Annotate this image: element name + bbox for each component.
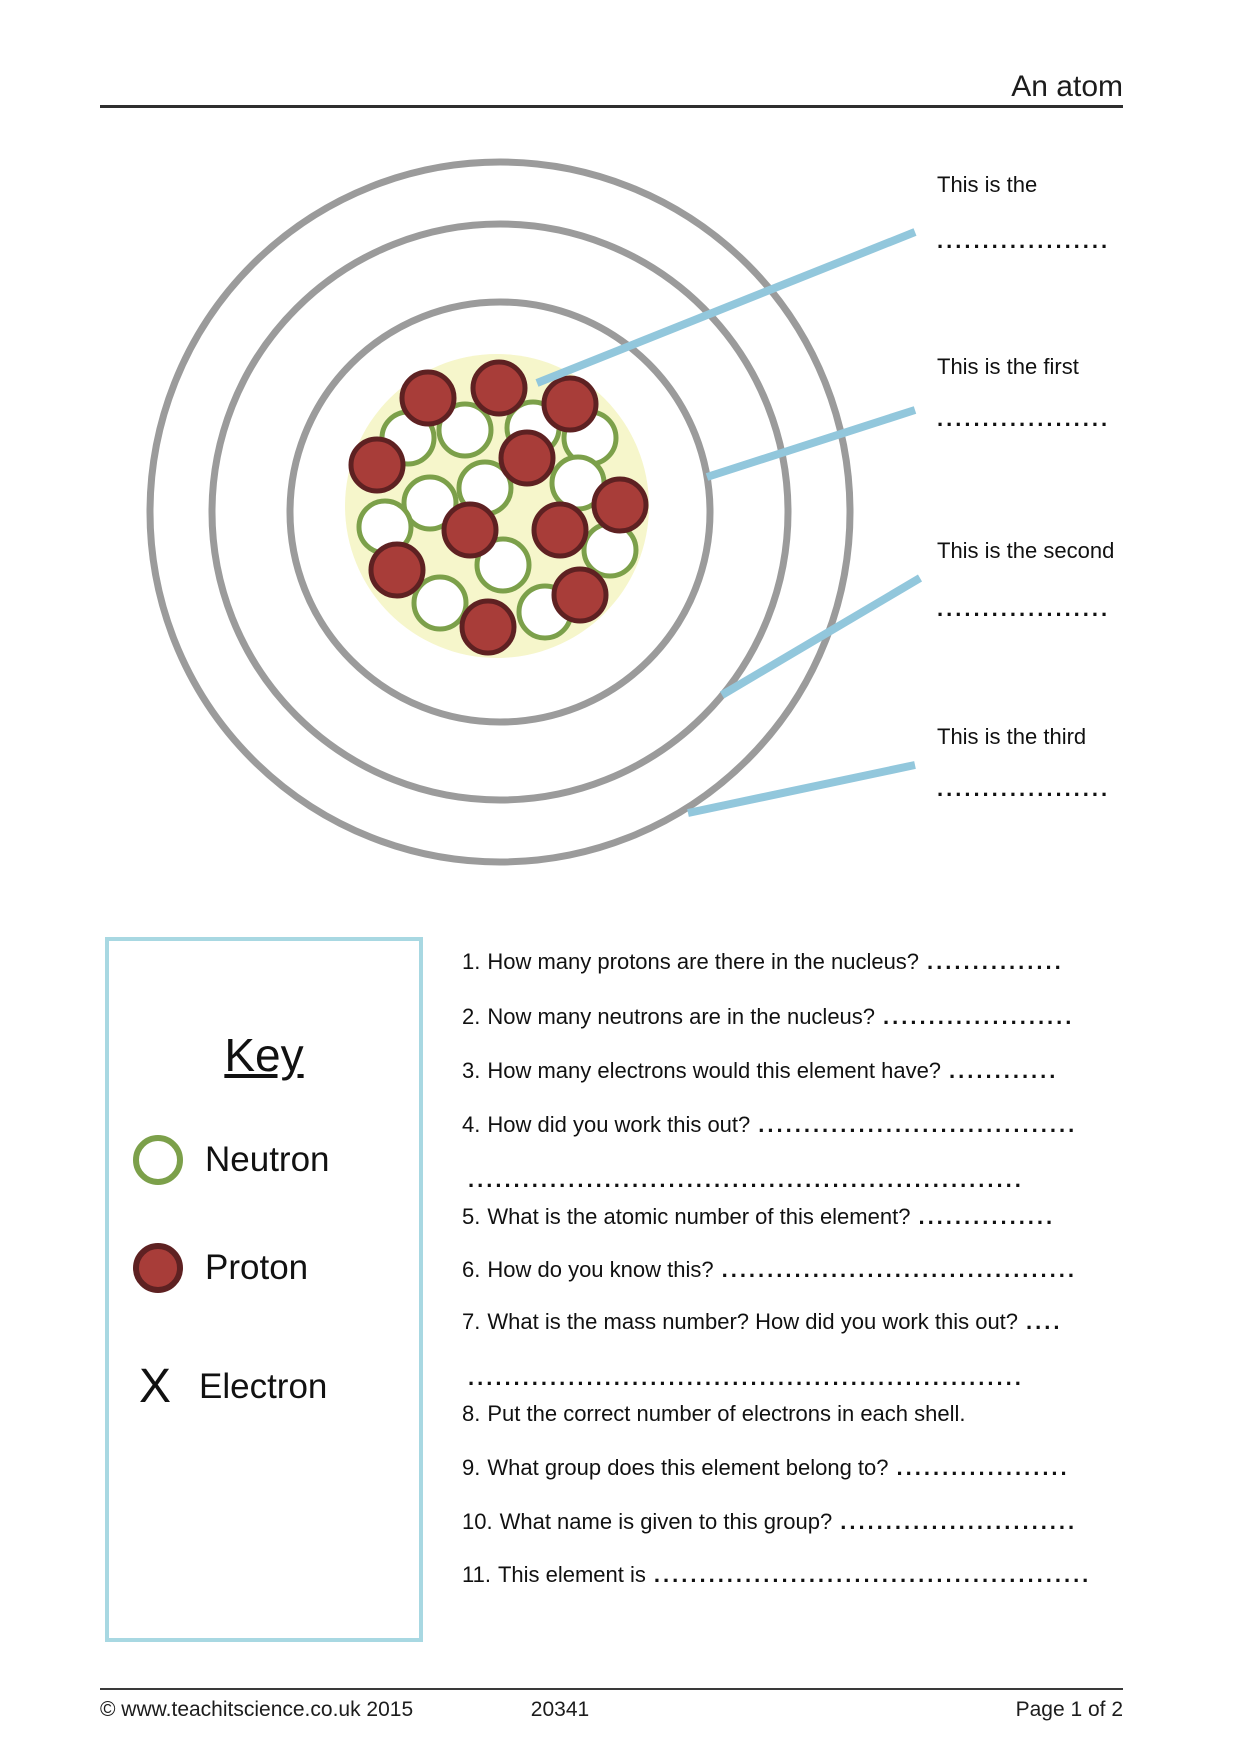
second-shell-label: This is the second bbox=[937, 538, 1115, 563]
third-shell-answer-line: ................... bbox=[937, 776, 1111, 801]
question-4: 4. How did you work this out? ................................... bbox=[462, 1112, 1078, 1137]
pointer-line-1 bbox=[537, 232, 915, 383]
electron-icon: X bbox=[138, 1360, 171, 1413]
proton bbox=[501, 432, 553, 484]
proton bbox=[402, 372, 454, 424]
footer-doc-number: 20341 bbox=[530, 1698, 590, 1721]
question-5: 5. What is the atomic number of this element? ............... bbox=[462, 1204, 1056, 1229]
question-2: 2. Now many neutrons are in the nucleus? ..................... bbox=[462, 1004, 1075, 1029]
third-shell-label: This is the third bbox=[937, 724, 1087, 749]
proton bbox=[544, 378, 596, 430]
answer-line: .... bbox=[1026, 1309, 1063, 1334]
answer-line: ................................... bbox=[758, 1112, 1078, 1137]
proton bbox=[473, 362, 525, 414]
question-7: 7. What is the mass number? How did you work this out? .... bbox=[462, 1309, 1063, 1334]
proton bbox=[444, 504, 496, 556]
answer-continuation-line: ............................................................. bbox=[468, 1365, 1024, 1390]
key-heading: Key bbox=[224, 1029, 304, 1081]
footer-divider bbox=[100, 1688, 1123, 1690]
proton bbox=[462, 601, 514, 653]
first-shell-label: This is the first bbox=[937, 354, 1079, 379]
pointer-line-2 bbox=[707, 410, 915, 477]
answer-line: ............... bbox=[927, 949, 1064, 974]
proton bbox=[351, 439, 403, 491]
pointer-line-4 bbox=[688, 765, 915, 813]
question-1: 1. How many protons are there in the nucleus? ............... bbox=[462, 949, 1064, 974]
answer-line: ............... bbox=[918, 1204, 1056, 1229]
answer-line: ............ bbox=[949, 1058, 1059, 1083]
pointer-line-3 bbox=[722, 578, 920, 695]
footer-copyright: © www.teachitscience.co.uk 2015 bbox=[100, 1698, 414, 1721]
question-6: 6. How do you know this? ....................................... bbox=[462, 1257, 1077, 1282]
answer-line: ....................................... bbox=[721, 1257, 1077, 1282]
key-label-neutron: Neutron bbox=[205, 1140, 330, 1179]
question-9: 9. What group does this element belong to? ................... bbox=[462, 1455, 1070, 1480]
answer-line: .......................... bbox=[840, 1509, 1078, 1534]
proton bbox=[371, 544, 423, 596]
question-11: 11. This element is ................................................ bbox=[462, 1562, 1092, 1587]
footer-page-number: Page 1 of 2 bbox=[1015, 1698, 1123, 1721]
nucleus-label: This is the bbox=[937, 172, 1038, 197]
question-8: 8. Put the correct number of electrons in each shell. bbox=[462, 1401, 966, 1426]
nucleus-answer-line: ................... bbox=[937, 228, 1111, 253]
key-row-electron bbox=[133, 1360, 328, 1413]
proton bbox=[534, 504, 586, 556]
second-shell-answer-line: ................... bbox=[937, 596, 1111, 621]
proton bbox=[554, 569, 606, 621]
key-row-neutron bbox=[133, 1136, 330, 1184]
neutron bbox=[414, 577, 466, 629]
neutron-icon bbox=[133, 1135, 183, 1185]
answer-line: ................... bbox=[896, 1455, 1070, 1480]
key-label-proton: Proton bbox=[205, 1248, 309, 1287]
first-shell-answer-line: ................... bbox=[937, 406, 1111, 431]
question-10: 10. What name is given to this group? .......................... bbox=[462, 1509, 1078, 1534]
answer-line: ..................... bbox=[883, 1004, 1075, 1029]
question-3: 3. How many electrons would this element have? ............ bbox=[462, 1058, 1059, 1083]
proton bbox=[594, 479, 646, 531]
proton-icon bbox=[133, 1243, 183, 1293]
key-label-electron: Electron bbox=[199, 1367, 328, 1406]
page-title: An atom bbox=[1011, 70, 1123, 103]
key-row-proton bbox=[133, 1244, 308, 1292]
answer-continuation-line: ............................................................. bbox=[468, 1167, 1024, 1192]
answer-line: ................................................ bbox=[653, 1562, 1092, 1587]
